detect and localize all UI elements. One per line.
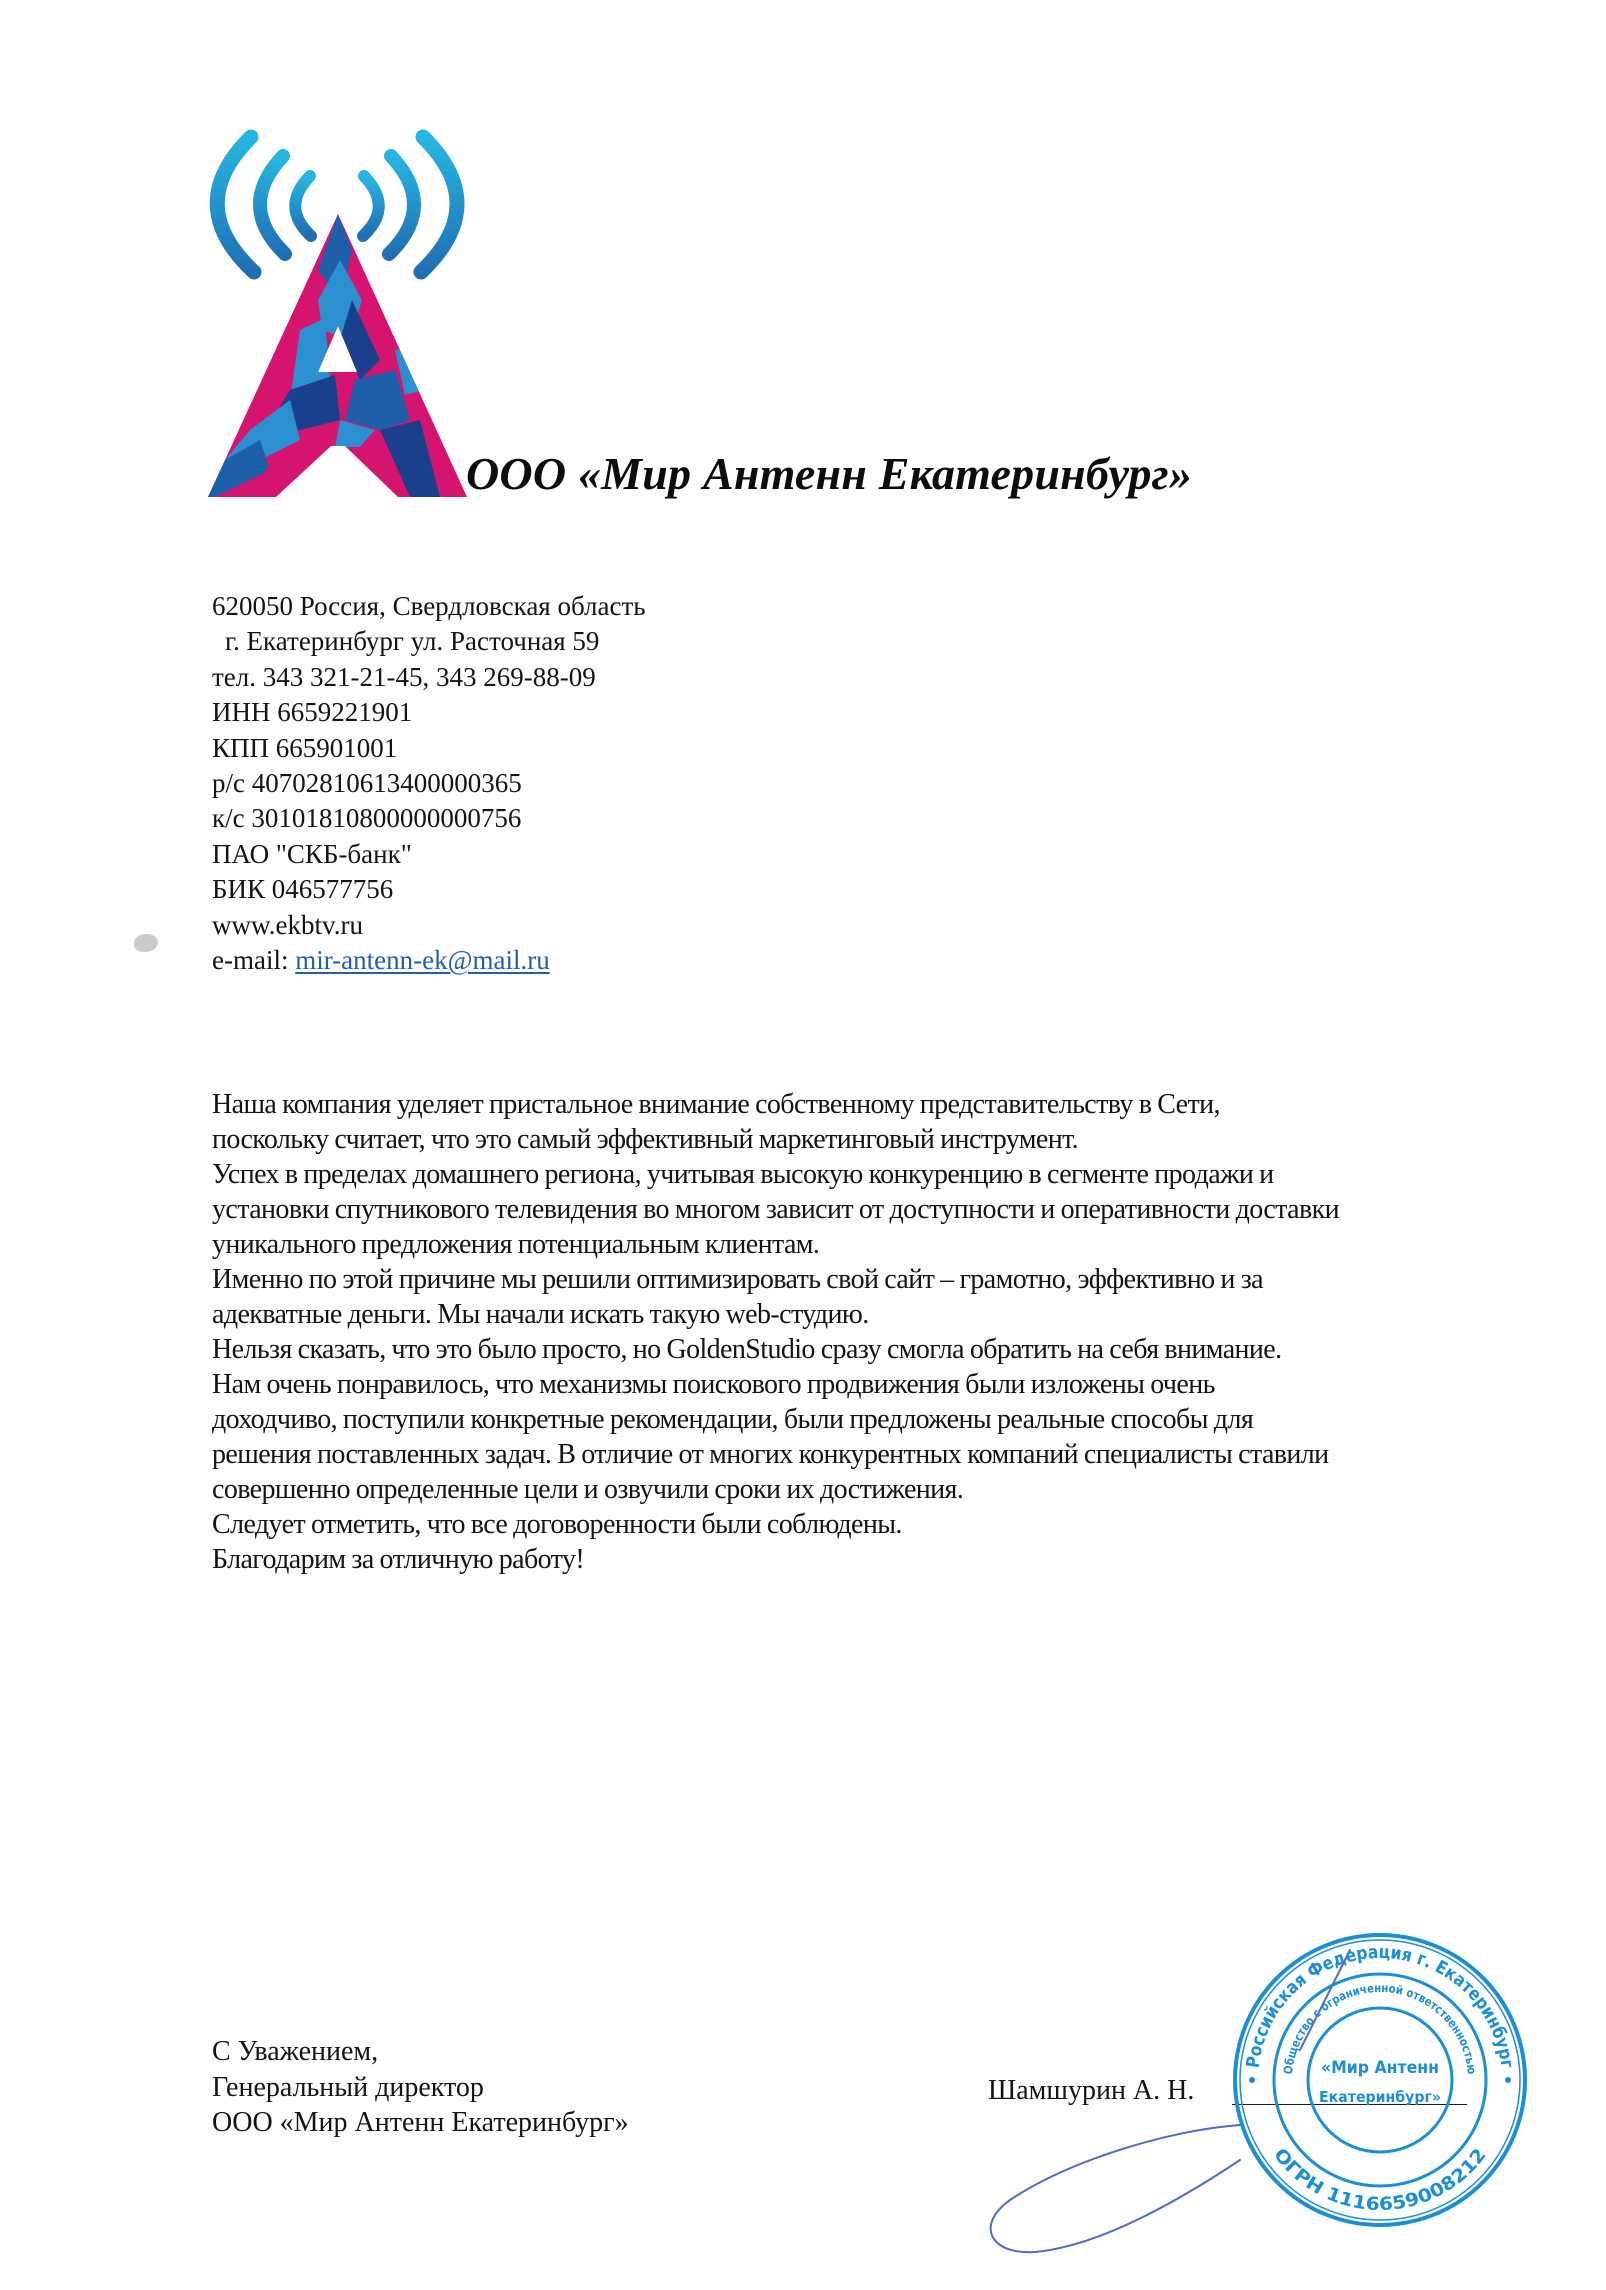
website-line: www.ekbtv.ru bbox=[212, 909, 363, 940]
email-label: e-mail: bbox=[212, 944, 289, 975]
scan-smudge bbox=[134, 934, 158, 952]
body-line: Нельзя сказать, что это было просто, но GoldenStudio сразу смогла обратить на себя внимание. bbox=[212, 1334, 1282, 1365]
body-line: Следует отметить, что все договоренности были соблюдены. bbox=[212, 1509, 902, 1540]
settlement-account-line: р/с 40702810613400000365 bbox=[212, 767, 522, 798]
body-line: уникального предложения потенциальным клиентам. bbox=[212, 1229, 820, 1260]
body-line: решения поставленных задач. В отличие от многих конкурентных компаний специалисты ставили bbox=[212, 1439, 1329, 1470]
address-line-postal: 620050 Россия, Свердловская область bbox=[212, 591, 646, 621]
bik-line: БИК 046577756 bbox=[212, 874, 394, 905]
body-line: Нам очень понравилось, что механизмы поискового продвижения были изложены очень bbox=[212, 1369, 1215, 1400]
body-line: Именно по этой причине мы решили оптимизировать свой сайт – грамотно, эффективно и за bbox=[212, 1264, 1263, 1295]
bank-name-line: ПАО "СКБ-банк" bbox=[212, 838, 412, 869]
seal-ogrn-text: ОГРН 1116659008212 bbox=[1269, 2144, 1490, 2216]
body-line: поскольку считает, что это самый эффективный маркетинговый инструмент. bbox=[212, 1124, 1079, 1155]
company-logo-antenna bbox=[195, 120, 485, 510]
inn-line: ИНН 6659221901 bbox=[212, 697, 413, 728]
closing-position: Генеральный директор bbox=[212, 2071, 484, 2103]
company-title: ООО «Мир Антенн Екатеринбург» bbox=[466, 448, 1193, 499]
phone-line: тел. 343 321-21-45, 343 269-88-09 bbox=[212, 661, 596, 692]
closing-company: ООО «Мир Антенн Екатеринбург» bbox=[212, 2107, 629, 2138]
closing-salutation: С Уважением, bbox=[212, 2036, 379, 2067]
body-line: Благодарим за отличную работу! bbox=[212, 1544, 585, 1575]
seal-middle-text: Общество с ограниченной ответственностью bbox=[1281, 1980, 1480, 2077]
correspondent-account-line: к/с 30101810800000000756 bbox=[212, 803, 522, 834]
body-line: установки спутникового телевидения во многом зависит от доступности и оперативности доставки bbox=[212, 1194, 1339, 1225]
email-link[interactable]: mir-antenn-ek@mail.ru bbox=[295, 944, 550, 975]
body-line: Успех в пределах домашнего региона, учитывая высокую конкуренцию в сегменте продажи и bbox=[212, 1159, 1274, 1190]
svg-text:Российская Федерация г. Екатер bbox=[1243, 1942, 1518, 2069]
seal-outer-text: Российская Федерация г. Екатеринбург bbox=[1242, 1941, 1518, 2071]
kpp-line: КПП 665901001 bbox=[212, 732, 398, 763]
seal-center-line-2: Екатеринбург» bbox=[1319, 2088, 1441, 2106]
seal-center-line-1: «Мир Антенн bbox=[1321, 2058, 1439, 2078]
letter-body bbox=[212, 1087, 1339, 1577]
company-seal-stamp bbox=[1230, 1930, 1530, 2230]
letter-closing bbox=[212, 2034, 629, 2141]
body-line: адекватные деньги. Мы начали искать такую web-студию. bbox=[212, 1299, 869, 1330]
body-line: совершенно определенные цели и озвучили сроки их достижения. bbox=[212, 1474, 964, 1505]
address-line-street: г. Екатеринбург ул. Расточная 59 bbox=[225, 626, 600, 657]
body-line: Наша компания уделяет пристальное внимание собственному представительству в Сети, bbox=[212, 1089, 1220, 1120]
body-line: доходчиво, поступили конкретные рекомендации, были предложены реальные способы для bbox=[212, 1404, 1254, 1435]
email-line bbox=[212, 943, 646, 978]
company-requisites bbox=[212, 589, 646, 978]
signer-name: Шамшурин А. Н. bbox=[988, 2075, 1195, 2106]
